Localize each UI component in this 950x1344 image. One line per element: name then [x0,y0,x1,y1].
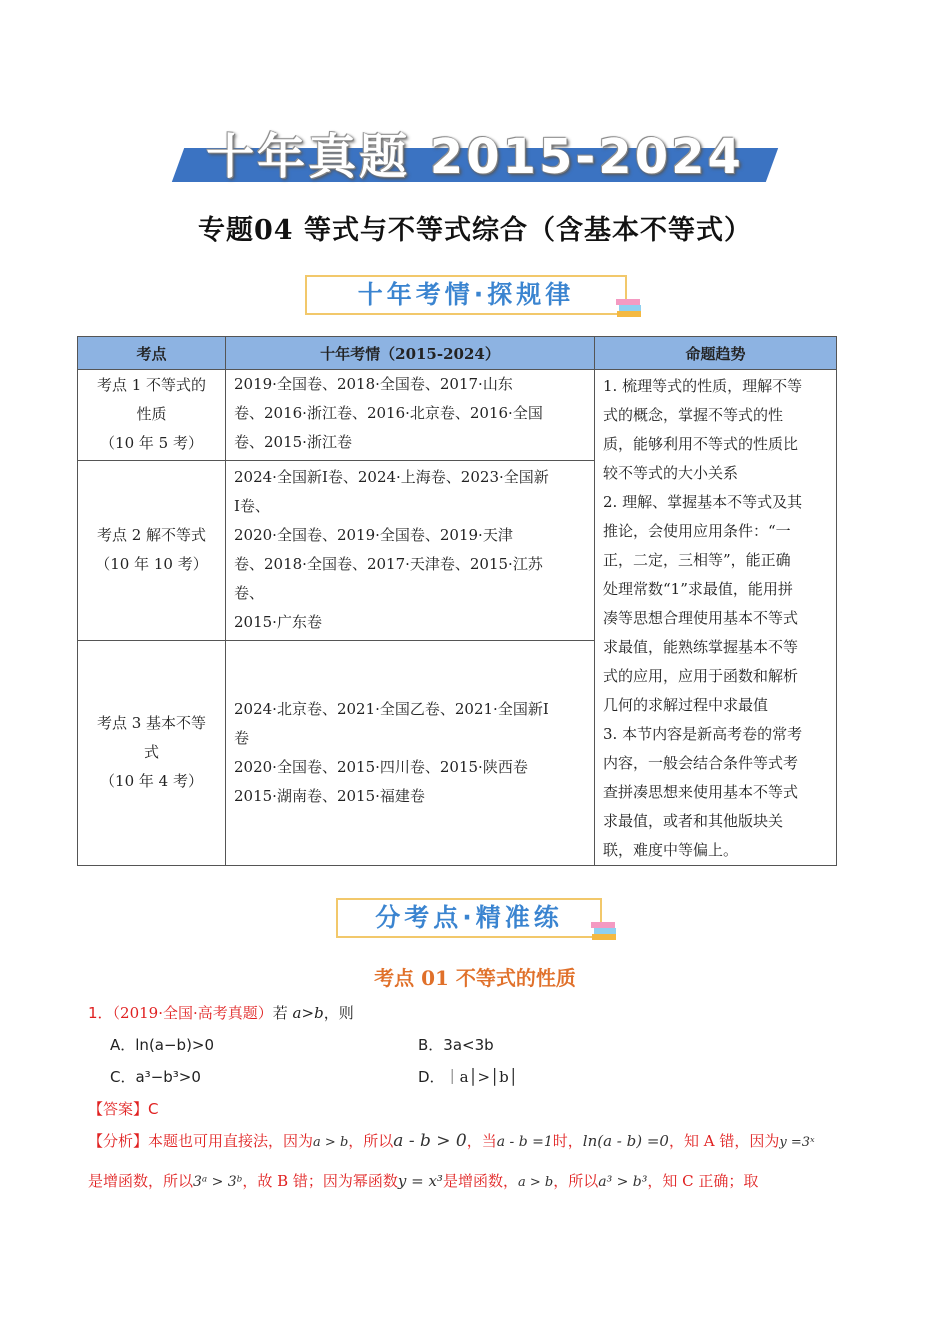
stem-suffix: ，则 [323,1004,354,1022]
math-expr: y =3ˣ [779,1135,815,1150]
analysis-line-2 [88,1170,758,1191]
years-cell [226,370,595,461]
analysis-text: ，所以 [553,1172,599,1190]
analysis-text: ，知 A 错，因为 [668,1132,780,1150]
section-label-practice-text: 分考点·精准练 [375,903,563,932]
stem-prefix: 若 [272,1004,293,1022]
trend-line: 推论，会使用应用条件：“一 [603,522,791,540]
years-line: 卷、2016·浙江卷、2016·北京卷、2016·全国 [234,404,543,422]
years-line: 卷、2018·全国卷、2017·天津卷、2015·江苏 [234,555,543,574]
years-line: Ⅰ卷、 [234,497,270,516]
years-line: 2020·全国卷、2019·全国卷、2019·天津 [234,526,513,545]
trend-line: 2. 理解、掌握基本不等式及其 [603,493,803,511]
document-title: 专题04 等式与不等式综合（含基本不等式） [198,215,752,246]
math-expr: y = x³ [397,1172,443,1190]
math-expr: a³ > b³ [598,1174,648,1190]
books-icon [590,920,620,942]
question-number: 1． [88,1004,113,1022]
point-line: 考点 1 不等式的 [96,376,207,395]
analysis-text: ，当 [466,1132,497,1150]
trend-line: 式的应用，应用于函数和解析 [603,667,799,685]
trend-line: 联，难度中等偏上。 [603,841,739,859]
years-cell [226,640,595,865]
header-point: 考点 [78,337,226,370]
stem-gt: > [301,1004,315,1022]
years-line: 2024·北京卷、2021·全国乙卷、2021·全国新Ⅰ [234,699,549,718]
books-icon [615,297,645,319]
trend-line: 质，能够利用不等式的性质比 [603,435,799,453]
point-line: 式 [143,743,159,762]
trend-line: 求最值，能熟练掌握基本不等 [603,638,799,656]
option-label: D． [418,1068,445,1086]
answer-value: C [148,1100,159,1118]
analysis-label: 【分析】 [88,1132,149,1150]
analysis-text: 本题也可用直接法，因为 [148,1132,314,1150]
trend-line: 式的概念，掌握不等式的性 [603,406,784,424]
years-line: 2019·全国卷、2018·全国卷、2017·山东 [234,375,513,393]
section-label-overview [305,275,627,315]
years-line: 卷 [234,728,250,747]
option-text: 3a<3b [443,1036,494,1054]
analysis-text: 时， [552,1132,583,1150]
trend-line: 几何的求解过程中求最值 [603,696,769,714]
point-cell [78,460,226,640]
section-label-overview-text: 十年考情·探规律 [357,280,575,309]
point-line: （10 年 5 考） [100,434,203,453]
point-line: 考点 2 解不等式 [96,526,207,545]
years-line: 卷、2015·浙江卷 [234,433,352,451]
point-line: 考点 3 基本不等 [96,714,207,733]
trend-line: 查拼凑思想来使用基本不等式 [603,783,799,801]
option-text: a³−b³>0 [135,1068,201,1086]
option-text: ｜a│>│b│ [444,1068,518,1086]
point-cell [78,370,226,461]
trend-line: 凑等思想合理使用基本不等式 [603,609,799,627]
option-c [110,1066,201,1087]
math-expr: a - b > 0 [393,1131,467,1151]
exam-overview-table [77,336,837,866]
point-line: （10 年 10 考） [95,555,208,574]
option-label: B． [418,1036,444,1054]
trend-line: 较不等式的大小关系 [603,464,739,482]
header-trend: 命题趋势 [595,337,837,370]
trend-line: 求最值，或者和其他版块关 [603,812,784,830]
trend-line: 3. 本节内容是新高考卷的常考 [603,725,803,743]
years-line: 卷、 [234,584,265,603]
question-stem [88,1002,354,1023]
analysis-text: 是增函数， [442,1172,518,1190]
trend-line: 内容，一般会结合条件等式考 [603,754,799,772]
math-expr: a - b =1 [496,1134,553,1150]
header-years: 十年考情（2015-2024） [226,337,595,370]
point-line: （10 年 4 考） [100,772,203,791]
analysis-text: ，故 B 错；因为幂函数 [242,1172,398,1190]
table-header-row [78,337,837,370]
math-expr: 3ᵃ > 3ᵇ [193,1174,243,1190]
point-line: 性质 [136,405,167,424]
option-text: ln(a−b)>0 [135,1036,215,1054]
section-label-practice [336,898,602,938]
answer-line [88,1098,159,1119]
option-label: A． [110,1036,136,1054]
years-line: 2015·广东卷 [234,613,322,632]
option-d [418,1066,518,1087]
math-expr: ln(a - b) =0 [582,1132,669,1150]
years-line: 2020·全国卷、2015·四川卷、2015·陕西卷 [234,757,528,776]
years-cell [226,460,595,640]
option-label: C． [110,1068,136,1086]
table-row [78,370,837,461]
option-b [418,1034,494,1055]
option-a [110,1034,214,1055]
stem-var-b: b [314,1004,324,1022]
stem-var-a: a [292,1004,302,1022]
years-line: 2015·湖南卷、2015·福建卷 [234,786,425,805]
math-expr: a > b [313,1135,349,1150]
trend-cell [595,370,837,866]
years-line: 2024·全国新Ⅰ卷、2024·上海卷、2023·全国新 [234,468,549,487]
trend-line: 正，二定，三相等”，能正确 [603,551,791,569]
answer-label: 【答案】 [88,1100,149,1118]
point-cell [78,640,226,865]
analysis-text: ，知 C 正确；取 [647,1172,759,1190]
banner-text: 十年真题 2015-2024 [206,129,744,185]
section-title: 考点 01 不等式的性质 [374,966,576,990]
question-source: （2019·全国·高考真题） [112,1004,273,1022]
trend-line: 处理常数“1”求最值，能用拼 [603,580,793,598]
analysis-line-1 [88,1130,815,1151]
header-banner [178,118,772,184]
math-expr: a > b [517,1175,554,1190]
trend-line: 1. 梳理等式的性质，理解不等 [603,377,803,395]
analysis-text: 是增函数，所以 [88,1172,194,1190]
analysis-text: ，所以 [348,1132,394,1150]
